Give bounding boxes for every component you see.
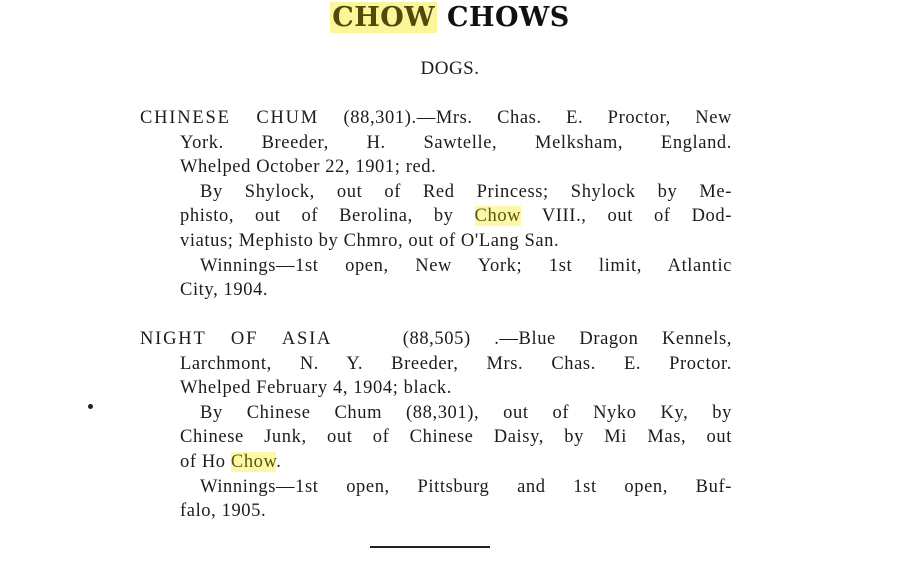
- title-rest: CHOWS: [446, 2, 570, 33]
- owner-text: —Mrs. Chas. E. Proctor, New: [416, 108, 732, 128]
- page-title: [0, 0, 900, 36]
- winnings-line: Winnings—1st open, New York; 1st limit, Atlantic: [200, 255, 732, 276]
- pedigree-line: viatus; Mephisto by Chmro, out of O'Lang San.: [180, 230, 560, 251]
- dog-name: CHINESE CHUM: [140, 108, 320, 128]
- entry-header-line: [140, 106, 732, 131]
- dog-entry: [140, 327, 732, 524]
- entry-line: Whelped February 4, 1904; black.: [180, 378, 452, 399]
- section-heading: DOGS.: [420, 58, 480, 79]
- highlighted-search-term: Chow: [230, 451, 277, 472]
- entry-header-line: [140, 327, 732, 352]
- bullet-mark: [88, 404, 93, 409]
- entry-line: Whelped October 22, 1901; red.: [180, 157, 437, 178]
- entry-line: York. Breeder, H. Sawtelle, Melksham, England.: [180, 132, 732, 153]
- winnings-line: falo, 1905.: [180, 501, 267, 522]
- dog-name: NIGHT OF ASIA: [140, 329, 333, 349]
- registration-number: (88,505): [402, 329, 471, 349]
- text-fragment: .: [276, 451, 282, 472]
- highlighted-search-term: Chow: [474, 206, 522, 227]
- winnings-line: City, 1904.: [180, 280, 269, 301]
- pedigree-line: By Chinese Chum (88,301), out of Nyko Ky, by: [200, 402, 732, 423]
- text-fragment: of Ho: [180, 451, 231, 472]
- pedigree-line: Chinese Junk, out of Chinese Daisy, by Mi Mas, out: [180, 427, 732, 448]
- entry-line: Larchmont, N. Y. Breeder, Mrs. Chas. E. Proctor.: [180, 353, 732, 374]
- dog-entry: [140, 106, 732, 303]
- text-fragment: VIII., out of Dod-: [521, 206, 732, 227]
- section-divider: [370, 546, 490, 548]
- registration-number: (88,301).: [343, 108, 417, 128]
- pedigree-line: [140, 204, 732, 229]
- winnings-line: Winnings—1st open, Pittsburg and 1st open, Buf-: [200, 476, 732, 497]
- pedigree-line: [140, 450, 732, 475]
- owner-text: .—Blue Dragon Kennels,: [470, 329, 732, 349]
- pedigree-line: By Shylock, out of Red Princess; Shylock by Me-: [200, 181, 732, 202]
- text-fragment: phisto, out of Berolina, by: [180, 206, 475, 227]
- highlighted-search-term: CHOW: [332, 2, 436, 33]
